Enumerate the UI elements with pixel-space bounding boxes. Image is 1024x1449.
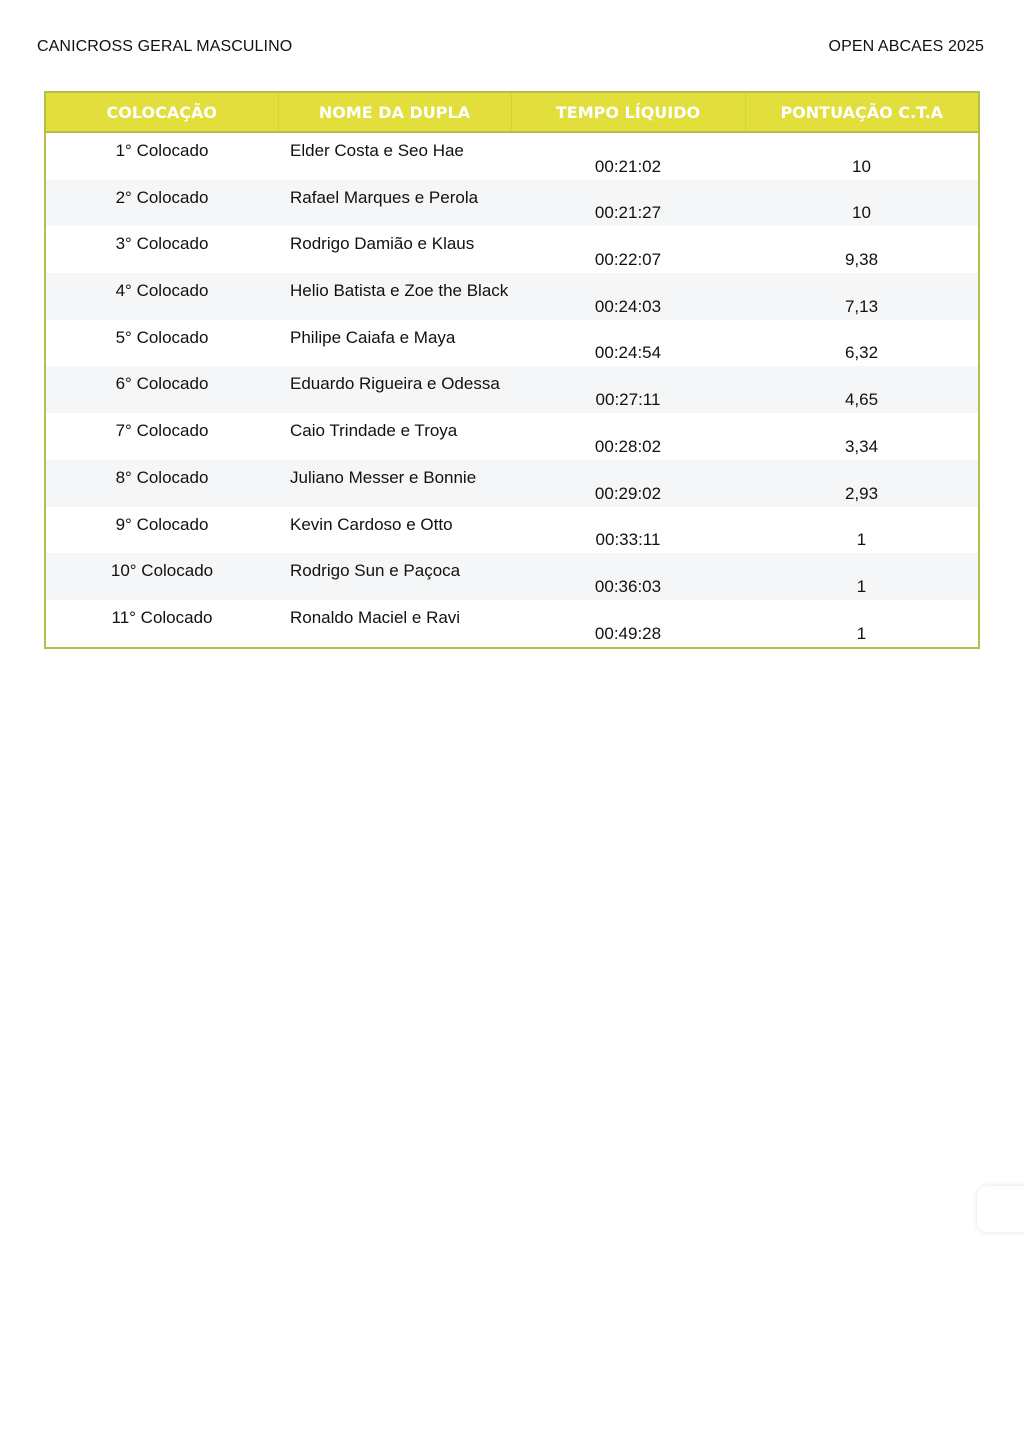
- cell-position: 11° Colocado: [45, 600, 278, 648]
- table-row: [45, 553, 979, 600]
- cell-points: 4,65: [745, 366, 979, 413]
- column-header-points: PONTUAÇÃO C.T.A: [745, 92, 979, 132]
- cell-position: 6° Colocado: [45, 366, 278, 413]
- cell-team-name: Elder Costa e Seo Hae: [278, 132, 511, 180]
- cell-points: 1: [745, 600, 979, 648]
- table-row: [45, 273, 979, 320]
- table-body: [45, 132, 979, 648]
- cell-net-time: 00:28:02: [511, 413, 745, 460]
- cell-points: 6,32: [745, 320, 979, 367]
- event-title: OPEN ABCAES 2025: [828, 38, 984, 55]
- table-row: [45, 366, 979, 413]
- cell-net-time: 00:36:03: [511, 553, 745, 600]
- cell-points: 1: [745, 553, 979, 600]
- table-row: [45, 180, 979, 227]
- cell-team-name: Rodrigo Sun e Paçoca: [278, 553, 511, 600]
- table-row: [45, 507, 979, 554]
- table-row: [45, 460, 979, 507]
- cell-net-time: 00:49:28: [511, 600, 745, 648]
- cell-position: 10° Colocado: [45, 553, 278, 600]
- cell-net-time: 00:22:07: [511, 226, 745, 273]
- cell-team-name: Helio Batista e Zoe the Black: [278, 273, 511, 320]
- table-row: [45, 132, 979, 180]
- cell-points: 2,93: [745, 460, 979, 507]
- cell-position: 4° Colocado: [45, 273, 278, 320]
- column-header-name: NOME DA DUPLA: [278, 92, 511, 132]
- cell-points: 7,13: [745, 273, 979, 320]
- table-header-row: [45, 92, 979, 132]
- table-row: [45, 226, 979, 273]
- cell-net-time: 00:24:54: [511, 320, 745, 367]
- table-row: [45, 320, 979, 367]
- cell-position: 7° Colocado: [45, 413, 278, 460]
- cell-position: 1° Colocado: [45, 132, 278, 180]
- cell-position: 3° Colocado: [45, 226, 278, 273]
- cell-position: 9° Colocado: [45, 507, 278, 554]
- table-row: [45, 600, 979, 648]
- cell-team-name: Rodrigo Damião e Klaus: [278, 226, 511, 273]
- cell-position: 2° Colocado: [45, 180, 278, 227]
- cell-team-name: Ronaldo Maciel e Ravi: [278, 600, 511, 648]
- column-header-position: COLOCAÇÃO: [45, 92, 278, 132]
- cell-points: 10: [745, 132, 979, 180]
- cell-position: 5° Colocado: [45, 320, 278, 367]
- cell-team-name: Rafael Marques e Perola: [278, 180, 511, 227]
- cell-net-time: 00:21:02: [511, 132, 745, 180]
- document-title: CANICROSS GERAL MASCULINO: [37, 38, 293, 55]
- column-header-time: TEMPO LÍQUIDO: [511, 92, 745, 132]
- cell-position: 8° Colocado: [45, 460, 278, 507]
- cell-points: 10: [745, 180, 979, 227]
- cell-points: 3,34: [745, 413, 979, 460]
- cell-team-name: Eduardo Rigueira e Odessa: [278, 366, 511, 413]
- cell-net-time: 00:21:27: [511, 180, 745, 227]
- cell-net-time: 00:29:02: [511, 460, 745, 507]
- cell-team-name: Kevin Cardoso e Otto: [278, 507, 511, 554]
- results-table: [44, 91, 980, 649]
- cell-team-name: Caio Trindade e Troya: [278, 413, 511, 460]
- cell-net-time: 00:27:11: [511, 366, 745, 413]
- floating-widget[interactable]: [977, 1186, 1024, 1232]
- table-row: [45, 413, 979, 460]
- cell-team-name: Philipe Caiafa e Maya: [278, 320, 511, 367]
- cell-points: 1: [745, 507, 979, 554]
- cell-points: 9,38: [745, 226, 979, 273]
- cell-net-time: 00:24:03: [511, 273, 745, 320]
- cell-net-time: 00:33:11: [511, 507, 745, 554]
- cell-team-name: Juliano Messer e Bonnie: [278, 460, 511, 507]
